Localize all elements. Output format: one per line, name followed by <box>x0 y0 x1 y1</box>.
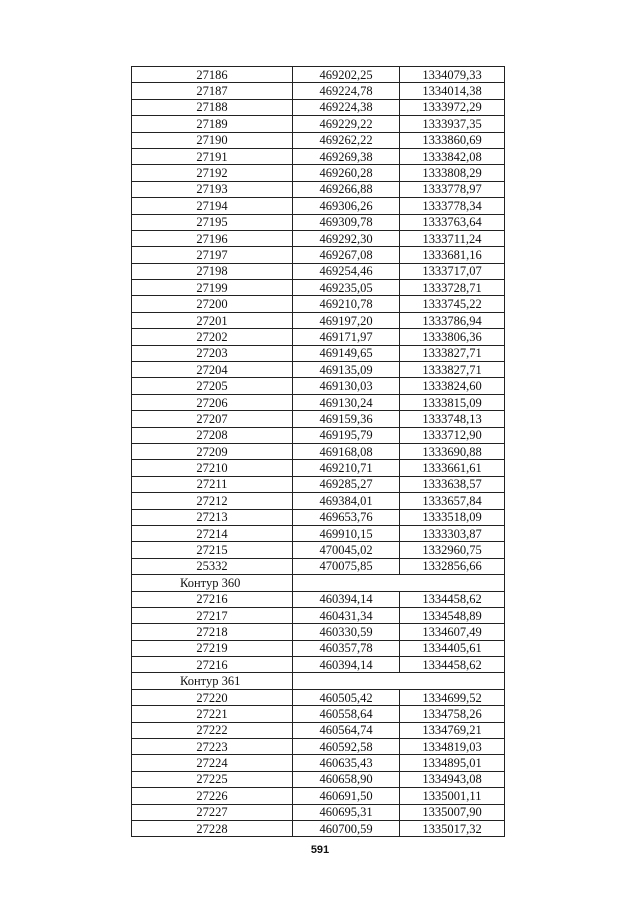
x-coordinate-cell: 469910,15 <box>293 525 400 541</box>
point-number-cell: 27223 <box>132 739 293 755</box>
table-row <box>132 804 505 820</box>
point-number-cell: 27216 <box>132 657 293 673</box>
y-coordinate-cell: 1333303,87 <box>400 525 505 541</box>
y-coordinate-cell: 1333972,29 <box>400 99 505 115</box>
point-number-cell: 25332 <box>132 558 293 574</box>
table-row <box>132 345 505 361</box>
table-row <box>132 509 505 525</box>
y-coordinate-cell: 1333717,07 <box>400 263 505 279</box>
x-coordinate-cell: 469267,08 <box>293 247 400 263</box>
y-coordinate-cell: 1333806,36 <box>400 329 505 345</box>
table-row <box>132 247 505 263</box>
x-coordinate-cell: 460431,34 <box>293 607 400 623</box>
table-row <box>132 460 505 476</box>
point-number-cell: 27195 <box>132 214 293 230</box>
empty-cell <box>293 575 505 591</box>
y-coordinate-cell: 1334895,01 <box>400 755 505 771</box>
y-coordinate-cell: 1334699,52 <box>400 689 505 705</box>
x-coordinate-cell: 469384,01 <box>293 493 400 509</box>
y-coordinate-cell: 1335001,11 <box>400 788 505 804</box>
point-number-cell: 27207 <box>132 411 293 427</box>
y-coordinate-cell: 1333712,90 <box>400 427 505 443</box>
x-coordinate-cell: 469130,03 <box>293 378 400 394</box>
contour-label: Контур 360 <box>132 575 293 591</box>
y-coordinate-cell: 1333657,84 <box>400 493 505 509</box>
y-coordinate-cell: 1333860,69 <box>400 132 505 148</box>
point-number-cell: 27225 <box>132 771 293 787</box>
x-coordinate-cell: 469262,22 <box>293 132 400 148</box>
table-row <box>132 148 505 164</box>
table-row <box>132 771 505 787</box>
y-coordinate-cell: 1332960,75 <box>400 542 505 558</box>
table-row <box>132 116 505 132</box>
point-number-cell: 27194 <box>132 198 293 214</box>
table-row <box>132 706 505 722</box>
point-number-cell: 27193 <box>132 181 293 197</box>
y-coordinate-cell: 1334079,33 <box>400 67 505 83</box>
y-coordinate-cell: 1335017,32 <box>400 820 505 836</box>
table-row <box>132 607 505 623</box>
x-coordinate-cell: 460558,64 <box>293 706 400 722</box>
point-number-cell: 27208 <box>132 427 293 443</box>
table-row <box>132 132 505 148</box>
point-number-cell: 27191 <box>132 148 293 164</box>
point-number-cell: 27196 <box>132 230 293 246</box>
coordinates-table <box>131 66 505 837</box>
table-row <box>132 493 505 509</box>
point-number-cell: 27199 <box>132 280 293 296</box>
y-coordinate-cell: 1334014,38 <box>400 83 505 99</box>
y-coordinate-cell: 1334769,21 <box>400 722 505 738</box>
table-row <box>132 214 505 230</box>
point-number-cell: 27210 <box>132 460 293 476</box>
table-row <box>132 99 505 115</box>
point-number-cell: 27203 <box>132 345 293 361</box>
table-row <box>132 230 505 246</box>
x-coordinate-cell: 469210,71 <box>293 460 400 476</box>
y-coordinate-cell: 1333786,94 <box>400 312 505 328</box>
table-row <box>132 362 505 378</box>
x-coordinate-cell: 460357,78 <box>293 640 400 656</box>
table-row <box>132 558 505 574</box>
x-coordinate-cell: 469653,76 <box>293 509 400 525</box>
point-number-cell: 27204 <box>132 362 293 378</box>
point-number-cell: 27224 <box>132 755 293 771</box>
table-row <box>132 624 505 640</box>
page-number: 591 <box>310 844 330 856</box>
table-row <box>132 542 505 558</box>
point-number-cell: 27189 <box>132 116 293 132</box>
x-coordinate-cell: 469292,30 <box>293 230 400 246</box>
x-coordinate-cell: 469309,78 <box>293 214 400 230</box>
y-coordinate-cell: 1333842,08 <box>400 148 505 164</box>
y-coordinate-cell: 1334458,62 <box>400 591 505 607</box>
x-coordinate-cell: 460505,42 <box>293 689 400 705</box>
point-number-cell: 27212 <box>132 493 293 509</box>
x-coordinate-cell: 469210,78 <box>293 296 400 312</box>
point-number-cell: 27186 <box>132 67 293 83</box>
y-coordinate-cell: 1334943,08 <box>400 771 505 787</box>
point-number-cell: 27188 <box>132 99 293 115</box>
table-row <box>132 280 505 296</box>
y-coordinate-cell: 1334758,26 <box>400 706 505 722</box>
x-coordinate-cell: 469306,26 <box>293 198 400 214</box>
x-coordinate-cell: 469171,97 <box>293 329 400 345</box>
table-row <box>132 739 505 755</box>
point-number-cell: 27216 <box>132 591 293 607</box>
point-number-cell: 27202 <box>132 329 293 345</box>
table-row <box>132 263 505 279</box>
y-coordinate-cell: 1334819,03 <box>400 739 505 755</box>
table-row <box>132 689 505 705</box>
y-coordinate-cell: 1333748,13 <box>400 411 505 427</box>
table-row <box>132 591 505 607</box>
contour-header-row <box>132 673 505 689</box>
y-coordinate-cell: 1333778,97 <box>400 181 505 197</box>
x-coordinate-cell: 469197,20 <box>293 312 400 328</box>
y-coordinate-cell: 1333827,71 <box>400 362 505 378</box>
x-coordinate-cell: 469269,38 <box>293 148 400 164</box>
table-row <box>132 329 505 345</box>
point-number-cell: 27213 <box>132 509 293 525</box>
point-number-cell: 27226 <box>132 788 293 804</box>
x-coordinate-cell: 469130,24 <box>293 394 400 410</box>
x-coordinate-cell: 469168,08 <box>293 443 400 459</box>
y-coordinate-cell: 1333690,88 <box>400 443 505 459</box>
x-coordinate-cell: 469149,65 <box>293 345 400 361</box>
y-coordinate-cell: 1333518,09 <box>400 509 505 525</box>
x-coordinate-cell: 469266,88 <box>293 181 400 197</box>
table-row <box>132 657 505 673</box>
point-number-cell: 27228 <box>132 820 293 836</box>
table-row <box>132 411 505 427</box>
point-number-cell: 27201 <box>132 312 293 328</box>
coordinates-table-body <box>132 67 505 837</box>
point-number-cell: 27227 <box>132 804 293 820</box>
contour-header-row <box>132 575 505 591</box>
x-coordinate-cell: 460330,59 <box>293 624 400 640</box>
y-coordinate-cell: 1333745,22 <box>400 296 505 312</box>
y-coordinate-cell: 1333824,60 <box>400 378 505 394</box>
table-row <box>132 83 505 99</box>
point-number-cell: 27187 <box>132 83 293 99</box>
y-coordinate-cell: 1332856,66 <box>400 558 505 574</box>
y-coordinate-cell: 1333638,57 <box>400 476 505 492</box>
point-number-cell: 27206 <box>132 394 293 410</box>
x-coordinate-cell: 460691,50 <box>293 788 400 804</box>
y-coordinate-cell: 1333763,64 <box>400 214 505 230</box>
x-coordinate-cell: 460695,31 <box>293 804 400 820</box>
point-number-cell: 27214 <box>132 525 293 541</box>
point-number-cell: 27192 <box>132 165 293 181</box>
point-number-cell: 27218 <box>132 624 293 640</box>
point-number-cell: 27198 <box>132 263 293 279</box>
x-coordinate-cell: 460592,58 <box>293 739 400 755</box>
y-coordinate-cell: 1333681,16 <box>400 247 505 263</box>
x-coordinate-cell: 469224,78 <box>293 83 400 99</box>
x-coordinate-cell: 460635,43 <box>293 755 400 771</box>
point-number-cell: 27220 <box>132 689 293 705</box>
point-number-cell: 27222 <box>132 722 293 738</box>
x-coordinate-cell: 470045,02 <box>293 542 400 558</box>
x-coordinate-cell: 470075,85 <box>293 558 400 574</box>
point-number-cell: 27211 <box>132 476 293 492</box>
x-coordinate-cell: 469285,27 <box>293 476 400 492</box>
table-row <box>132 755 505 771</box>
empty-cell <box>293 673 505 689</box>
table-row <box>132 181 505 197</box>
point-number-cell: 27197 <box>132 247 293 263</box>
point-number-cell: 27205 <box>132 378 293 394</box>
contour-label: Контур 361 <box>132 673 293 689</box>
x-coordinate-cell: 460394,14 <box>293 657 400 673</box>
y-coordinate-cell: 1333711,24 <box>400 230 505 246</box>
table-row <box>132 427 505 443</box>
point-number-cell: 27215 <box>132 542 293 558</box>
point-number-cell: 27219 <box>132 640 293 656</box>
table-row <box>132 722 505 738</box>
y-coordinate-cell: 1333815,09 <box>400 394 505 410</box>
y-coordinate-cell: 1334458,62 <box>400 657 505 673</box>
x-coordinate-cell: 460700,59 <box>293 820 400 836</box>
table-row <box>132 820 505 836</box>
y-coordinate-cell: 1333728,71 <box>400 280 505 296</box>
table-row <box>132 198 505 214</box>
table-row <box>132 378 505 394</box>
x-coordinate-cell: 460394,14 <box>293 591 400 607</box>
table-row <box>132 525 505 541</box>
table-row <box>132 394 505 410</box>
y-coordinate-cell: 1335007,90 <box>400 804 505 820</box>
x-coordinate-cell: 469260,28 <box>293 165 400 181</box>
y-coordinate-cell: 1334405,61 <box>400 640 505 656</box>
x-coordinate-cell: 469229,22 <box>293 116 400 132</box>
point-number-cell: 27200 <box>132 296 293 312</box>
x-coordinate-cell: 460658,90 <box>293 771 400 787</box>
table-row <box>132 296 505 312</box>
point-number-cell: 27217 <box>132 607 293 623</box>
x-coordinate-cell: 469235,05 <box>293 280 400 296</box>
table-row <box>132 788 505 804</box>
x-coordinate-cell: 469254,46 <box>293 263 400 279</box>
table-row <box>132 476 505 492</box>
point-number-cell: 27221 <box>132 706 293 722</box>
table-row <box>132 67 505 83</box>
table-row <box>132 443 505 459</box>
y-coordinate-cell: 1333808,29 <box>400 165 505 181</box>
x-coordinate-cell: 469135,09 <box>293 362 400 378</box>
table-row <box>132 165 505 181</box>
x-coordinate-cell: 469224,38 <box>293 99 400 115</box>
y-coordinate-cell: 1334607,49 <box>400 624 505 640</box>
x-coordinate-cell: 469195,79 <box>293 427 400 443</box>
y-coordinate-cell: 1333778,34 <box>400 198 505 214</box>
x-coordinate-cell: 469202,25 <box>293 67 400 83</box>
point-number-cell: 27190 <box>132 132 293 148</box>
y-coordinate-cell: 1333827,71 <box>400 345 505 361</box>
table-row <box>132 640 505 656</box>
table-row <box>132 312 505 328</box>
y-coordinate-cell: 1334548,89 <box>400 607 505 623</box>
y-coordinate-cell: 1333661,61 <box>400 460 505 476</box>
y-coordinate-cell: 1333937,35 <box>400 116 505 132</box>
point-number-cell: 27209 <box>132 443 293 459</box>
x-coordinate-cell: 460564,74 <box>293 722 400 738</box>
x-coordinate-cell: 469159,36 <box>293 411 400 427</box>
